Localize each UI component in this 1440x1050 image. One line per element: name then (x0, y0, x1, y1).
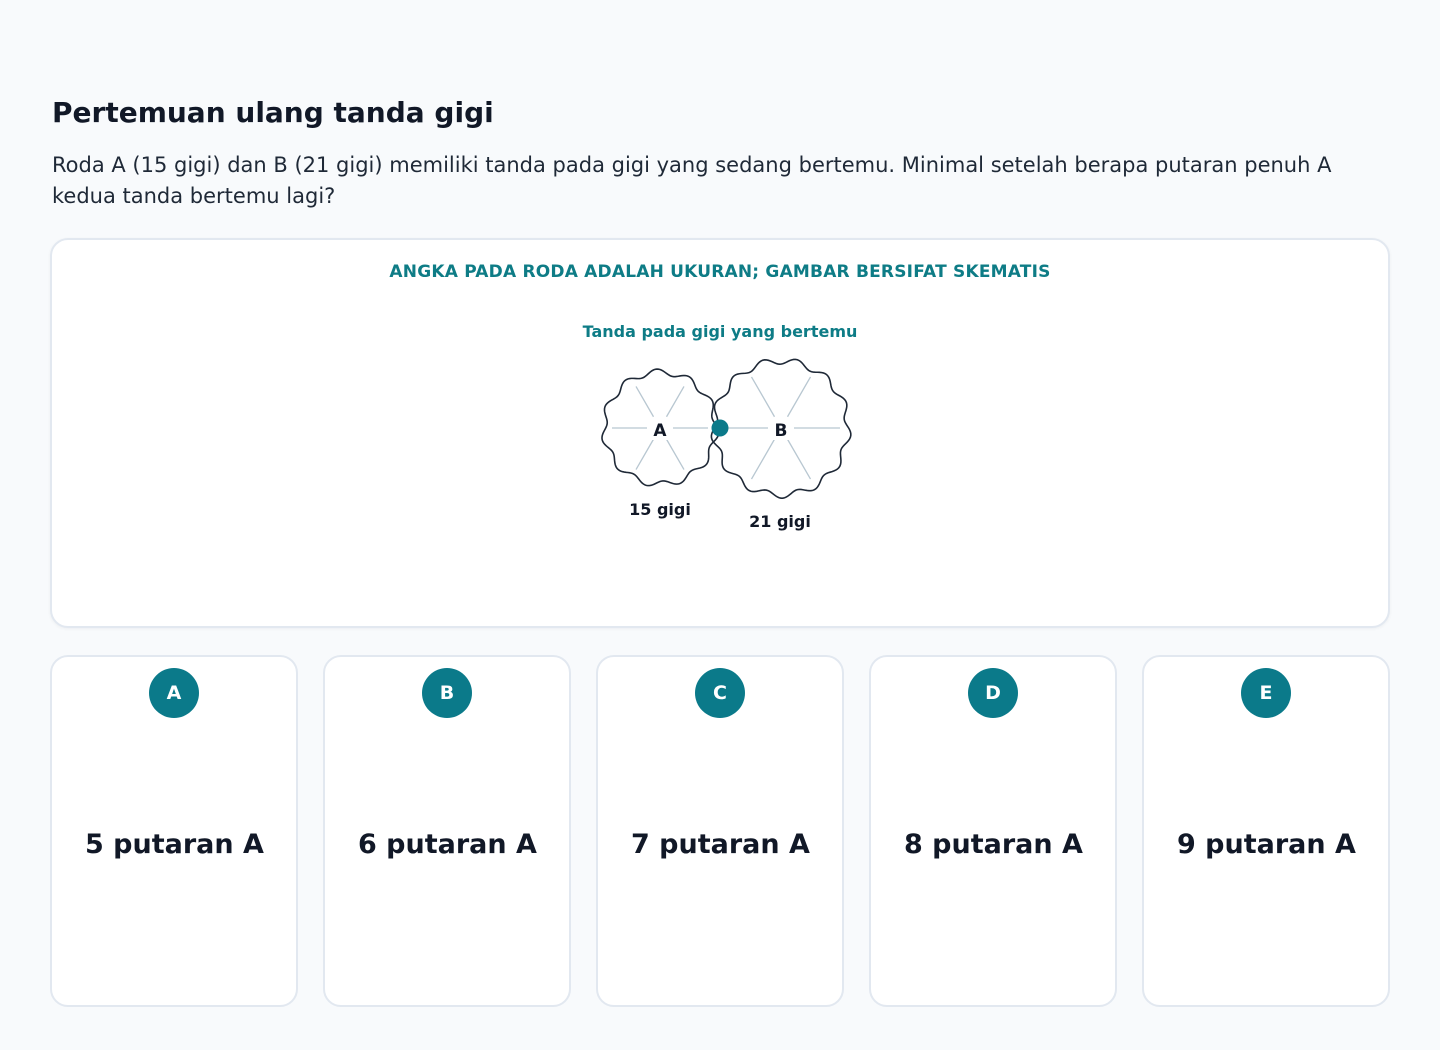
gear-a-teeth-label: 15 gigi (629, 500, 691, 519)
gear-spoke (667, 386, 685, 416)
option-d-text: 8 putaran A (904, 829, 1083, 860)
gear-a (602, 369, 719, 519)
option-c-letter: C (695, 668, 745, 718)
option-d[interactable] (869, 655, 1117, 1007)
answer-options (50, 655, 1390, 1007)
option-e-letter: E (1241, 668, 1291, 718)
mark-label: Tanda pada gigi yang bertemu (582, 322, 858, 341)
option-a-text: 5 putaran A (85, 829, 264, 860)
option-d-letter: D (968, 668, 1018, 718)
gear-spoke (788, 439, 811, 479)
gear-spoke (752, 377, 775, 417)
option-e[interactable] (1142, 655, 1390, 1007)
gear-b (711, 359, 850, 531)
gear-spoke (636, 439, 654, 469)
question-title: Pertemuan ulang tanda gigi (52, 96, 494, 129)
figure-caption: ANGKA PADA RODA ADALAH UKURAN; GAMBAR BERSIFAT SKEMATIS (389, 262, 1051, 282)
question-text: Roda A (15 gigi) dan B (21 gigi) memiliki tanda pada gigi yang sedang bertemu. Minimal setelah berapa putaran penuh A kedua tanda bertemu lagi? (52, 153, 1332, 208)
figure-card (50, 238, 1390, 628)
meeting-mark-dot (712, 420, 729, 437)
option-a[interactable] (50, 655, 298, 1007)
gear-spoke (636, 386, 654, 416)
option-a-letter: A (149, 668, 199, 718)
option-b-text: 6 putaran A (358, 829, 537, 860)
gear-a-name: A (653, 421, 667, 441)
gear-spoke (667, 439, 685, 469)
gear-spoke (788, 377, 811, 417)
option-b[interactable] (323, 655, 571, 1007)
gear-b-name: B (774, 421, 788, 441)
option-c-text: 7 putaran A (631, 829, 810, 860)
gear-diagram (52, 240, 1388, 626)
gear-b-teeth-label: 21 gigi (749, 512, 811, 531)
option-b-letter: B (422, 668, 472, 718)
gear-spoke (752, 439, 775, 479)
option-c[interactable] (596, 655, 844, 1007)
option-e-text: 9 putaran A (1177, 829, 1356, 860)
